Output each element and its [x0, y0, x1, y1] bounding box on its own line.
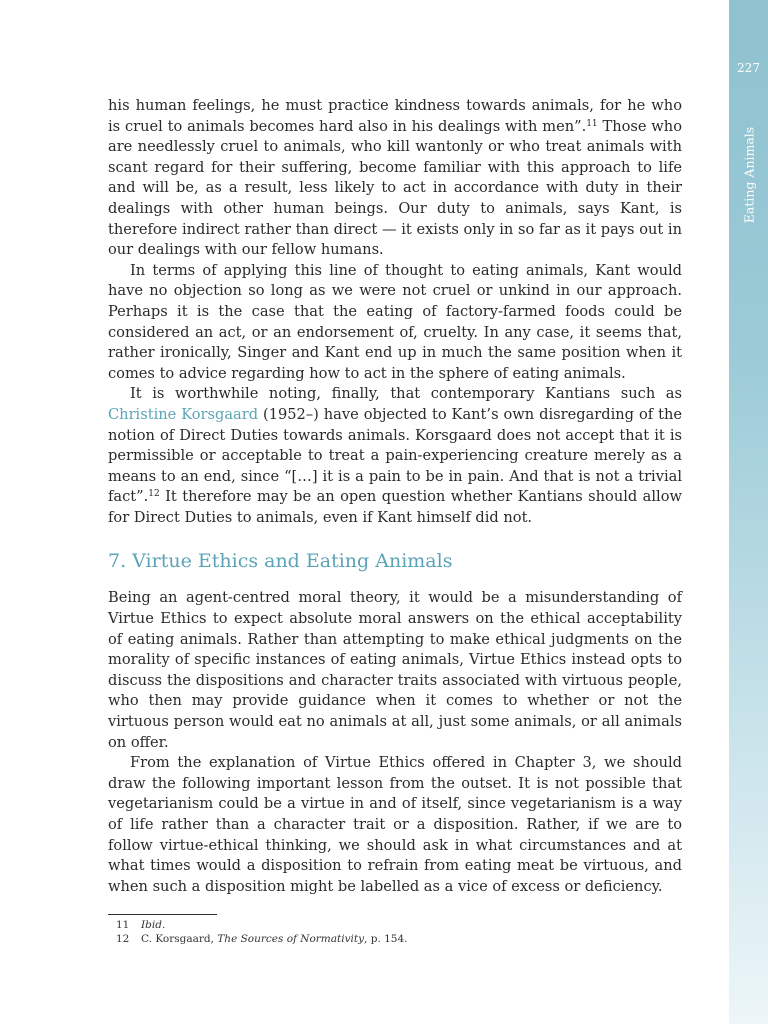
section-heading: 7. Virtue Ethics and Eating Animals	[108, 550, 453, 573]
footnote-11	[108, 918, 682, 932]
footnote-text: C. Korsgaard,	[141, 933, 218, 945]
paragraph-kant-cruelty	[108, 96, 682, 261]
running-head-label: Eating Animals	[741, 126, 756, 224]
paragraph-text: his human feelings, he must practice kindness towards animals, for he who is cruel to animals becomes hard also in his dealings with men”.	[108, 97, 682, 135]
footnote-12	[108, 932, 682, 946]
page-number: 227	[737, 61, 760, 75]
footnote-number: 11	[116, 919, 130, 931]
main-text	[108, 96, 682, 897]
paragraph-applying-kant: In terms of applying this line of thought to eating animals, Kant would have no objection so long as we were not cruel or unkind in our approach. Perhaps it is the case that the eating of factory-farmed foods could be considered an act, or an endorsement of, cruelty. In any case, it seems that, rather ironically, Singer and Kant end up in much the same position when it comes to advice regarding how to act in the sphere of eating animals.	[108, 261, 682, 382]
paragraph-text: (1952–) have objected to Kant’s own disregarding of the notion of Direct Duties towards animals. Korsgaard does not accept that it is permissible or acceptable to treat a pain-experiencing creature merely as a means to an end, since “[…] it is a pain to be in pain. And that is not a trivial fact”.	[108, 405, 682, 506]
paragraph-virtue-ethics: Being an agent-centred moral theory, it would be a misunderstanding of Virtue Ethics to expect absolute moral answers on the ethical acceptability of eating animals. Rather than attempting to make ethical judgments on the morality of specific instances of eating animals, Virtue Ethics instead opts to discuss the dispositions and character traits associated with virtuous people, who then may provide guidance when it comes to whether or not the virtuous person would eat no animals at all, just some animals, or all animals on offer.	[108, 589, 682, 751]
paragraph-text: It is worthwhile noting, finally, that contemporary Kantians such as	[130, 385, 682, 403]
paragraph-vegetarianism: From the explanation of Virtue Ethics offered in Chapter 3, we should draw the following important lesson from the outset. It is not possible that vegetarianism could be a virtue in and of itself, since vegetarianism is a way of life rather than a character trait or a disposition. Rather, if we are to follow virtue-ethical thinking, we should ask in what circumstances and at what times would a disposition to refrain from eating meat be virtuous, and when such a disposition might be labelled as a vice of excess or deficiency.	[108, 754, 682, 895]
running-head	[729, 110, 768, 240]
footnote-text: , p. 154.	[364, 933, 408, 945]
paragraph-text: It therefore may be an open question whether Kantians should allow for Direct Duties to animals, even if Kant himself did not.	[108, 488, 682, 526]
footnote-title: The Sources of Normativity	[217, 933, 365, 945]
korsgaard-link[interactable]: Christine Korsgaard	[108, 405, 259, 423]
footnote-number: 12	[116, 933, 130, 945]
footnote-ref-11[interactable]: 11	[586, 118, 598, 129]
footnotes	[108, 914, 682, 946]
footnote-rule	[108, 914, 217, 915]
paragraph-korsgaard	[108, 384, 682, 528]
paragraph-text: Those who are needlessly cruel to animals, who kill wantonly or who treat animals with scant regard for their suffering, become familiar with this approach to life and will be, as a result, less likely to act in accordance with duty in their dealings with other human beings. Our duty to animals, says Kant, is therefore indirect rather than direct — it exists only in so far as it pays out in our dealings with our fellow humans.	[108, 117, 682, 259]
footnote-title: Ibid.	[141, 919, 166, 931]
footnote-ref-12[interactable]: 12	[148, 489, 160, 500]
